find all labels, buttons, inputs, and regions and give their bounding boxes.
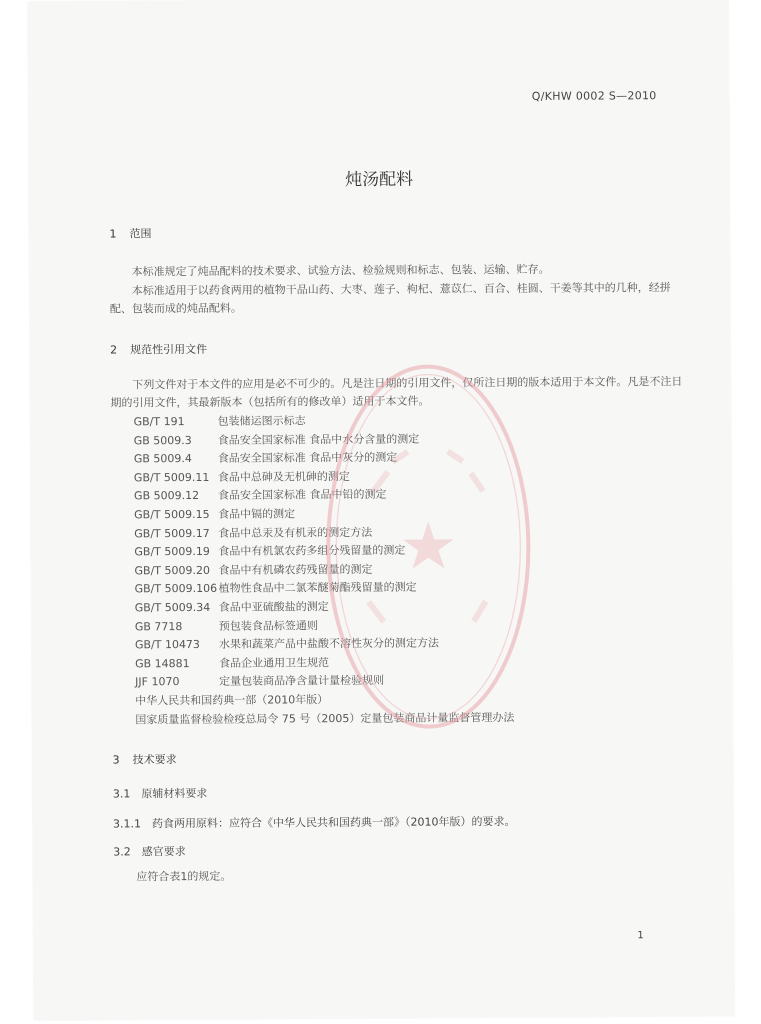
reference-title: 食品企业通用卫生规范 — [219, 655, 330, 670]
reference-title: 预包装食品标签通则 — [218, 618, 318, 633]
reference-title: 食品中总砷及无机砷的测定 — [217, 469, 350, 484]
reference-title: 水果和蔬菜产品中盐酸不溶性灰分的测定方法 — [218, 636, 439, 651]
reference-title: 中华人民共和国药典一部（2010年版） — [135, 693, 329, 708]
references-intro: 下列文件对于本文件的应用是必不可少的。凡是注日期的引用文件，仅所注日期的版本适用于本文件。凡是不注日期的引用文件，其最新版本（包括所有的修改单）适用于本文件。 — [110, 375, 683, 410]
section-2-heading — [110, 341, 207, 358]
reference-code: GB/T 5009.17 — [134, 526, 210, 540]
subsection-3-2: 3.2 感官要求 — [113, 845, 186, 859]
reference-code: GB 14881 — [135, 656, 190, 671]
reference-code: GB/T 10473 — [134, 638, 200, 652]
reference-title: 食品安全国家标准 食品中灰分的测定 — [217, 450, 398, 466]
reference-title: 食品安全国家标准 食品中水分含量的测定 — [217, 432, 420, 447]
section-3-heading — [113, 751, 177, 767]
reference-code: GB/T 5009.15 — [134, 507, 210, 522]
section-number: 3 — [112, 753, 120, 767]
subsection-3-1: 3.1 原辅材料要求 — [112, 786, 208, 801]
page-number: 1 — [637, 930, 644, 942]
reference-title: 食品中有机磷农药残留量的测定 — [218, 562, 373, 577]
reference-title: 食品中有机氯农药多组分残留量的测定 — [218, 543, 406, 559]
seal-star — [403, 521, 453, 568]
reference-code: GB/T 5009.34 — [134, 600, 211, 615]
section-title: 规范性引用文件 — [130, 342, 208, 357]
reference-code: GB/T 5009.106 — [134, 582, 218, 596]
standard-code: Q/KHW 0002 S—2010 — [531, 89, 657, 103]
reference-title: 食品安全国家标准 食品中铅的测定 — [217, 488, 387, 503]
reference-title: 国家质量监督检验检疫总局令 75 号（2005）定量包装商品计量监督管理办法 — [135, 710, 515, 726]
reference-code: GB/T 5009.11 — [133, 470, 210, 485]
reference-code: GB/T 5009.19 — [134, 545, 210, 559]
section-title: 范围 — [129, 227, 152, 241]
reference-title: 食品中亚硫酸盐的测定 — [218, 600, 329, 614]
document-page — [28, 0, 734, 1020]
reference-code: GB/T 191 — [133, 415, 185, 429]
document-title: 炖汤配料 — [345, 169, 414, 191]
section-title: 技术要求 — [132, 753, 177, 767]
section-number: 1 — [109, 227, 117, 241]
scope-paragraph-1: 本标准规定了炖品配料的技术要求、试验方法、检验规则和标志、包装、运输、贮存。 — [131, 262, 550, 279]
reference-title: 食品中总汞及有机汞的测定方法 — [218, 525, 373, 540]
reference-code: GB 7718 — [134, 619, 183, 633]
reference-title: 食品中镉的测定 — [218, 507, 296, 521]
sensory-requirement-text: 应符合表1的规定。 — [136, 869, 232, 884]
reference-code: GB 5009.3 — [133, 433, 192, 447]
reference-title: 植物性食品中二氯苯醚菊酯残留量的测定 — [218, 580, 417, 596]
reference-title: 包装储运图示标志 — [217, 414, 306, 428]
reference-code: GB/T 5009.20 — [134, 563, 210, 578]
subsection-3-1-1: 3.1.1 药食两用原料：应符合《中华人民共和国药典一部》（2010年版）的要求。 — [112, 815, 516, 831]
official-seal-stamp — [312, 351, 544, 742]
reference-title: 定量包装商品净含量计量检验规则 — [219, 674, 385, 689]
reference-code: GB 5009.4 — [133, 452, 192, 466]
reference-code: JJF 1070 — [135, 675, 180, 689]
scope-paragraph-2: 本标准适用于以药食两用的植物干品山药、大枣、莲子、枸杞、薏苡仁、百合、桂圆、干姜等其中的几种，经拼配、包装而成的炖品配料。 — [109, 281, 671, 316]
section-1-heading — [109, 225, 151, 241]
reference-code: GB 5009.12 — [133, 489, 200, 503]
section-number: 2 — [110, 343, 118, 357]
